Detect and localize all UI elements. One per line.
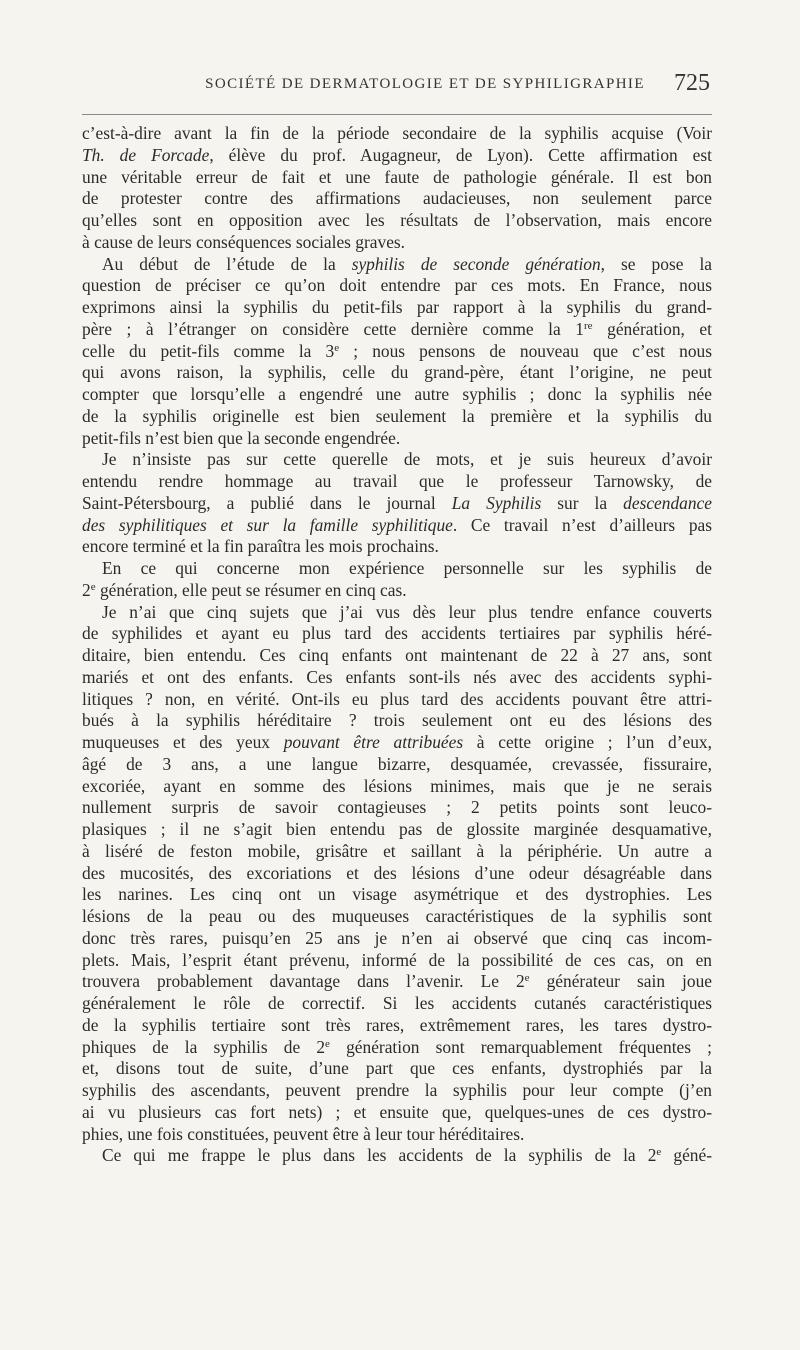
- text-line: Je n’ai que cinq sujets que j’ai vus dès leur plus tendre enfance couverts: [102, 601, 712, 622]
- text-line: de syphilides et ayant eu plus tard des accidents tertiaires par syphilis héré-: [82, 623, 712, 644]
- text-line: nullement surpris de savoir contagieuses ; 2 petits points sont leuco-: [82, 797, 712, 818]
- page-header: [0, 72, 800, 104]
- text-line: trouvera probablement davantage dans l’avenir. Le 2e générateur sain joue: [82, 971, 712, 992]
- text-line: ditaire, bien entendu. Ces cinq enfants ont maintenant de 22 à 27 ans, sont: [82, 645, 712, 665]
- text-line: généralement le rôle de correctif. Si les accidents cutanés caractéristiques: [82, 993, 712, 1013]
- text-line: c’est-à-dire avant la fin de la période secondaire de la syphilis acquise (Voir: [82, 123, 712, 143]
- text-line: Th. de Forcade, élève du prof. Augagneur, de Lyon). Cette affirmation est: [82, 144, 712, 165]
- text-line: âgé de 3 ans, a une langue bizarre, desquamée, crevassée, fissuraire,: [82, 753, 712, 774]
- page-number: 725: [674, 70, 710, 96]
- text-line: 2e génération, elle peut se résumer en cinq cas.: [82, 579, 407, 600]
- text-line: bués à la syphilis héréditaire ? trois seulement ont eu des lésions des: [82, 710, 712, 731]
- text-line: En ce qui concerne mon expérience personnelle sur les syphilis de: [102, 558, 712, 578]
- running-title: SOCIÉTÉ DE DERMATOLOGIE ET DE SYPHILIGRAPHIE: [205, 76, 645, 92]
- text-line: et, disons tout de suite, d’une part que ces enfants, dystrophiés par la: [82, 1058, 712, 1079]
- text-line: des syphilitiques et sur la famille syphilitique. Ce travail n’est d’ailleurs pas: [82, 514, 713, 535]
- text-line: Je n’insiste pas sur cette querelle de mots, et je suis heureux d’avoir: [102, 449, 712, 470]
- text-line: de protester contre des affirmations audacieuses, non seulement parce: [82, 188, 712, 209]
- text-line: ai vu plusieurs cas fort nets) ; et ensuite que, quelques-unes de ces dystro-: [82, 1101, 712, 1122]
- text-line: celle du petit-fils comme la 3e ; nous pensons de nouveau que c’est nous: [82, 340, 712, 361]
- text-line: de la syphilis tertiaire sont très rares, extrêmement rares, les tares dystro-: [82, 1014, 712, 1035]
- text-line: donc très rares, puisqu’en 25 ans je n’en ai observé que cinq cas incom-: [82, 927, 712, 948]
- text-line: phies, une fois constituées, peuvent être à leur tour héréditaires.: [82, 1123, 525, 1144]
- text-line: plets. Mais, l’esprit étant prévenu, informé de la possibilité de ces cas, on en: [82, 949, 712, 970]
- text-line: litiques ? non, en vérité. Ont-ils eu plus tard des accidents pouvant être attri-: [82, 688, 712, 709]
- text-line: compter que lorsqu’elle a engendré une autre syphilis ; donc la syphilis née: [82, 384, 712, 404]
- text-line: syphilis des ascendants, peuvent prendre la syphilis pour leur compte (j’en: [82, 1080, 712, 1100]
- text-line: muqueuses et des yeux pouvant être attribuées à cette origine ; l’un d’eux,: [82, 732, 712, 752]
- text-line: exprimons ainsi la syphilis du petit-fils par rapport à la syphilis du grand-: [82, 297, 712, 317]
- text-line: qu’elles sont en opposition avec les résultats de l’observation, mais encore: [82, 210, 712, 230]
- text-line: de la syphilis originelle est bien seulement la première et la syphilis du: [82, 405, 712, 426]
- text-line: des mucosités, des excoriations et des lésions d’une odeur désagréable dans: [82, 862, 712, 883]
- text-line: Saint-Pétersbourg, a publié dans le journal La Syphilis sur la descendance: [82, 492, 712, 513]
- text-line: question de préciser ce qu’on doit entendre par ces mots. En France, nous: [82, 275, 712, 296]
- body-text: [82, 123, 712, 1167]
- text-line: les narines. Les cinq ont un visage asymétrique et des dystrophies. Les: [82, 884, 712, 905]
- text-line: à cause de leurs conséquences sociales graves.: [82, 231, 406, 252]
- text-line: père ; à l’étranger on considère cette dernière comme la 1re génération, et: [82, 318, 712, 339]
- text-line: plasiques ; il ne s’agit bien entendu pas de glossite marginée desquamative,: [82, 819, 712, 839]
- text-line: à liséré de feston mobile, grisâtre et saillant à la périphérie. Un autre a: [82, 840, 712, 861]
- text-line: Au début de l’étude de la syphilis de seconde génération, se pose la: [102, 253, 713, 274]
- text-line: qui avons raison, la syphilis, celle du grand-père, étant l’origine, ne peut: [82, 362, 712, 383]
- text-line: petit-fils n’est bien que la seconde engendrée.: [82, 427, 401, 448]
- text-line: Ce qui me frappe le plus dans les accidents de la syphilis de la 2e géné-: [102, 1145, 712, 1166]
- text-line: mariés et ont des enfants. Ces enfants sont-ils nés avec des accidents syphi-: [82, 666, 712, 687]
- text-line: entendu rendre hommage au travail que le professeur Tarnowsky, de: [82, 471, 712, 491]
- text-line: excoriée, ayant en somme des lésions minimes, mais que je ne serais: [82, 775, 712, 796]
- text-line: lésions de la peau ou des muqueuses caractéristiques de la syphilis sont: [82, 906, 712, 926]
- text-line: encore terminé et la fin paraîtra les mois prochains.: [82, 536, 439, 557]
- text-line: phiques de la syphilis de 2e génération sont remarquablement fréquentes ;: [82, 1036, 712, 1057]
- text-line: une véritable erreur de fait et une faute de pathologie générale. Il est bon: [82, 166, 712, 187]
- header-rule: [82, 114, 712, 115]
